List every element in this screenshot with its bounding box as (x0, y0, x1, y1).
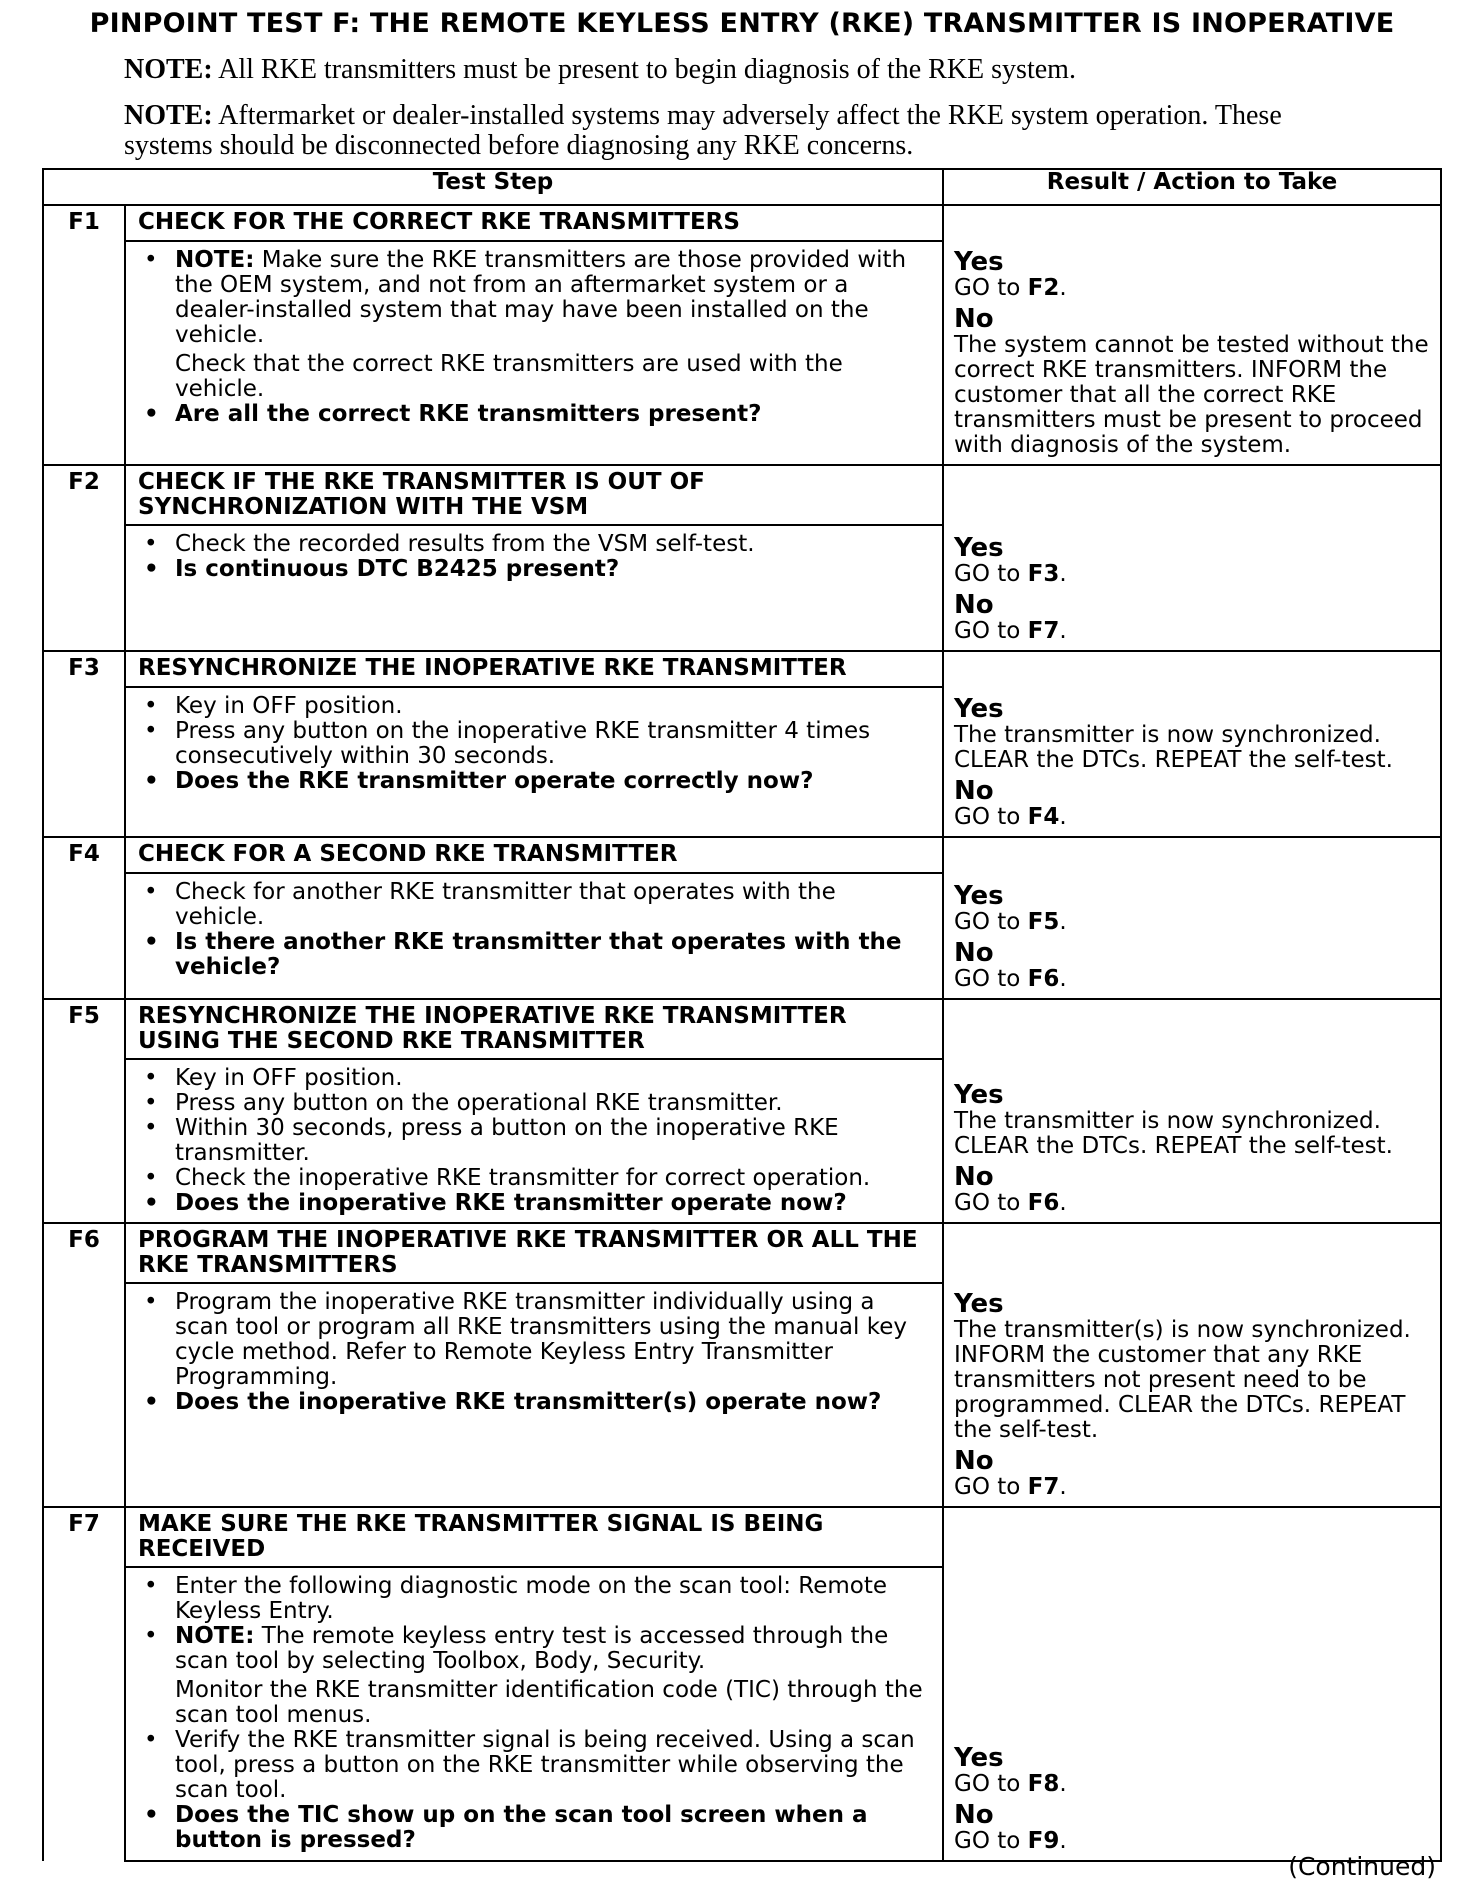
result-no-f1: The system cannot be tested without the correct RKE transmitters. INFORM the customer that all the correct RKE transmitters must be present to proceed with diagnosis of the system. (954, 332, 1429, 458)
step-result-f3 (943, 651, 1441, 837)
list-item: • Key in OFF position. (138, 694, 932, 719)
list-item: • Verify the RKE transmitter signal is being received. Using a scan tool, press a button on the RKE transmitter while observing the scan tool. (138, 1728, 932, 1803)
step-id-f5: F5 (43, 999, 125, 1223)
step-result-f2 (943, 465, 1441, 651)
list-item: • Press any button on the operational RKE transmitter. (138, 1091, 932, 1116)
step-id-f4: F4 (43, 837, 125, 999)
page-title: PINPOINT TEST F: THE REMOTE KEYLESS ENTRY (RKE) TRANSMITTER IS INOPERATIVE (89, 8, 1395, 39)
result-no-f7: GO to F9. (954, 1828, 1067, 1854)
yes-label: Yes (954, 1080, 1004, 1110)
note-1-text: All RKE transmitters must be present to begin diagnosis of the RKE system. (218, 54, 1076, 85)
note-2-label: NOTE: (124, 100, 213, 131)
yes-label: Yes (954, 1289, 1004, 1319)
no-label: No (954, 590, 994, 620)
step-subtext-f7: Monitor the RKE transmitter identification code (TIC) through the scan tool menus. (175, 1677, 923, 1728)
list-item: • Press any button on the inoperative RKE transmitter 4 times consecutively within 30 seconds. (138, 719, 932, 769)
step-body-f2 (125, 525, 943, 651)
list-item: • Does the inoperative RKE transmitter operate now? (138, 1191, 932, 1216)
result-yes-f5: The transmitter is now synchronized. CLEAR the DTCs. REPEAT the self-test. (954, 1108, 1393, 1159)
note-1-label: NOTE: (124, 54, 213, 85)
step-result-f7 (943, 1507, 1441, 1861)
step-body-f7 (125, 1567, 943, 1861)
list-item: • NOTE: The remote keyless entry test is accessed through the scan tool by selecting Toolbox, Body, Security. Monitor the RKE transmitter identification code (TIC) through the scan tool menus. (138, 1624, 932, 1728)
list-item: • Are all the correct RKE transmitters present? (138, 402, 932, 427)
yes-label: Yes (954, 881, 1004, 911)
yes-label: Yes (954, 694, 1004, 724)
step-subtext-f1: Check that the correct RKE transmitters are used with the vehicle. (175, 351, 843, 402)
step-id-f2: F2 (43, 465, 125, 651)
yes-label: Yes (954, 533, 1004, 563)
result-no-f3: GO to F4. (954, 804, 1067, 830)
step-title-f3: RESYNCHRONIZE THE INOPERATIVE RKE TRANSMITTER (125, 651, 943, 687)
step-title-f1: CHECK FOR THE CORRECT RKE TRANSMITTERS (125, 205, 943, 241)
step-id-f3: F3 (43, 651, 125, 837)
pinpoint-test-table (42, 168, 1442, 1862)
result-no-f6: GO to F7. (954, 1474, 1067, 1500)
result-yes-f7: GO to F8. (954, 1771, 1067, 1797)
result-no-f4: GO to F6. (954, 966, 1067, 992)
yes-label: Yes (954, 1743, 1004, 1773)
no-label: No (954, 938, 994, 968)
no-label: No (954, 1162, 994, 1192)
list-item: • Check the inoperative RKE transmitter for correct operation. (138, 1166, 932, 1191)
step-title-f7: MAKE SURE THE RKE TRANSMITTER SIGNAL IS BEING RECEIVED (125, 1507, 943, 1567)
step-body-f1 (125, 241, 943, 465)
list-item: • Is continuous DTC B2425 present? (138, 557, 932, 582)
list-item: • Check for another RKE transmitter that operates with the vehicle. (138, 880, 932, 930)
no-label: No (954, 304, 994, 334)
step-result-f6 (943, 1223, 1441, 1507)
result-no-f2: GO to F7. (954, 618, 1067, 644)
note-1 (124, 55, 1304, 85)
result-yes-f4: GO to F5. (954, 909, 1067, 935)
result-yes-f2: GO to F3. (954, 561, 1067, 587)
step-result-f1 (943, 205, 1441, 465)
table-header-row (43, 169, 1441, 205)
step-row-f4 (43, 837, 1441, 873)
step-row-f5 (43, 999, 1441, 1059)
step-title-f5: RESYNCHRONIZE THE INOPERATIVE RKE TRANSMITTER USING THE SECOND RKE TRANSMITTER (125, 999, 943, 1059)
step-row-f2 (43, 465, 1441, 525)
step-title-f6: PROGRAM THE INOPERATIVE RKE TRANSMITTER OR ALL THE RKE TRANSMITTERS (125, 1223, 943, 1283)
list-item: • Is there another RKE transmitter that operates with the vehicle? (138, 930, 932, 980)
list-item: • Does the inoperative RKE transmitter(s) operate now? (138, 1390, 932, 1415)
step-result-f4 (943, 837, 1441, 999)
result-yes-f3: The transmitter is now synchronized. CLEAR the DTCs. REPEAT the self-test. (954, 722, 1393, 773)
list-item: • Does the RKE transmitter operate correctly now? (138, 769, 932, 794)
step-id-f7: F7 (43, 1507, 125, 1861)
no-label: No (954, 776, 994, 806)
step-row-f3 (43, 651, 1441, 687)
step-id-f1: F1 (43, 205, 125, 465)
step-body-f3 (125, 687, 943, 837)
step-id-f6: F6 (43, 1223, 125, 1507)
step-row-f6 (43, 1223, 1441, 1283)
list-item: • Enter the following diagnostic mode on the scan tool: Remote Keyless Entry. (138, 1574, 932, 1624)
note-2-text: Aftermarket or dealer-installed systems may adversely affect the RKE system operation. These systems should be disconnected before diagnosing any RKE concerns. (124, 100, 1282, 161)
list-item: • Within 30 seconds, press a button on the inoperative RKE transmitter. (138, 1116, 932, 1166)
no-label: No (954, 1446, 994, 1476)
step-title-f2: CHECK IF THE RKE TRANSMITTER IS OUT OF SYNCHRONIZATION WITH THE VSM (125, 465, 943, 525)
step-title-f4: CHECK FOR A SECOND RKE TRANSMITTER (125, 837, 943, 873)
no-label: No (954, 1800, 994, 1830)
step-row-f7 (43, 1507, 1441, 1567)
list-item: • Check the recorded results from the VSM self-test. (138, 532, 932, 557)
result-yes-f6: The transmitter(s) is now synchronized. INFORM the customer that any RKE transmitters not present need to be programmed. CLEAR the DTCs. REPEAT the self-test. (954, 1317, 1411, 1443)
result-no-f5: GO to F6. (954, 1190, 1067, 1216)
continued-label: (Continued) (1288, 1852, 1436, 1881)
yes-label: Yes (954, 247, 1004, 277)
note-2 (124, 101, 1304, 161)
step-body-f6 (125, 1283, 943, 1507)
header-result: Result / Action to Take (943, 169, 1441, 205)
list-item: • Program the inoperative RKE transmitter individually using a scan tool or program all RKE transmitters using the manual key cycle method. Refer to Remote Keyless Entry Transmitter Programming. (138, 1290, 932, 1390)
step-result-f5 (943, 999, 1441, 1223)
step-body-f5 (125, 1059, 943, 1223)
result-yes-f1: GO to F2. (954, 275, 1067, 301)
list-item: • Key in OFF position. (138, 1066, 932, 1091)
step-row-f1 (43, 205, 1441, 241)
header-test-step: Test Step (43, 169, 943, 205)
list-item: • Does the TIC show up on the scan tool screen when a button is pressed? (138, 1803, 932, 1853)
step-body-f4 (125, 873, 943, 999)
list-item: • NOTE: Make sure the RKE transmitters are those provided with the OEM system, and not from an aftermarket system or a dealer-installed system that may have been installed on the vehicle. Check that the correct RKE transmitters are used with the vehicle. (138, 248, 932, 402)
